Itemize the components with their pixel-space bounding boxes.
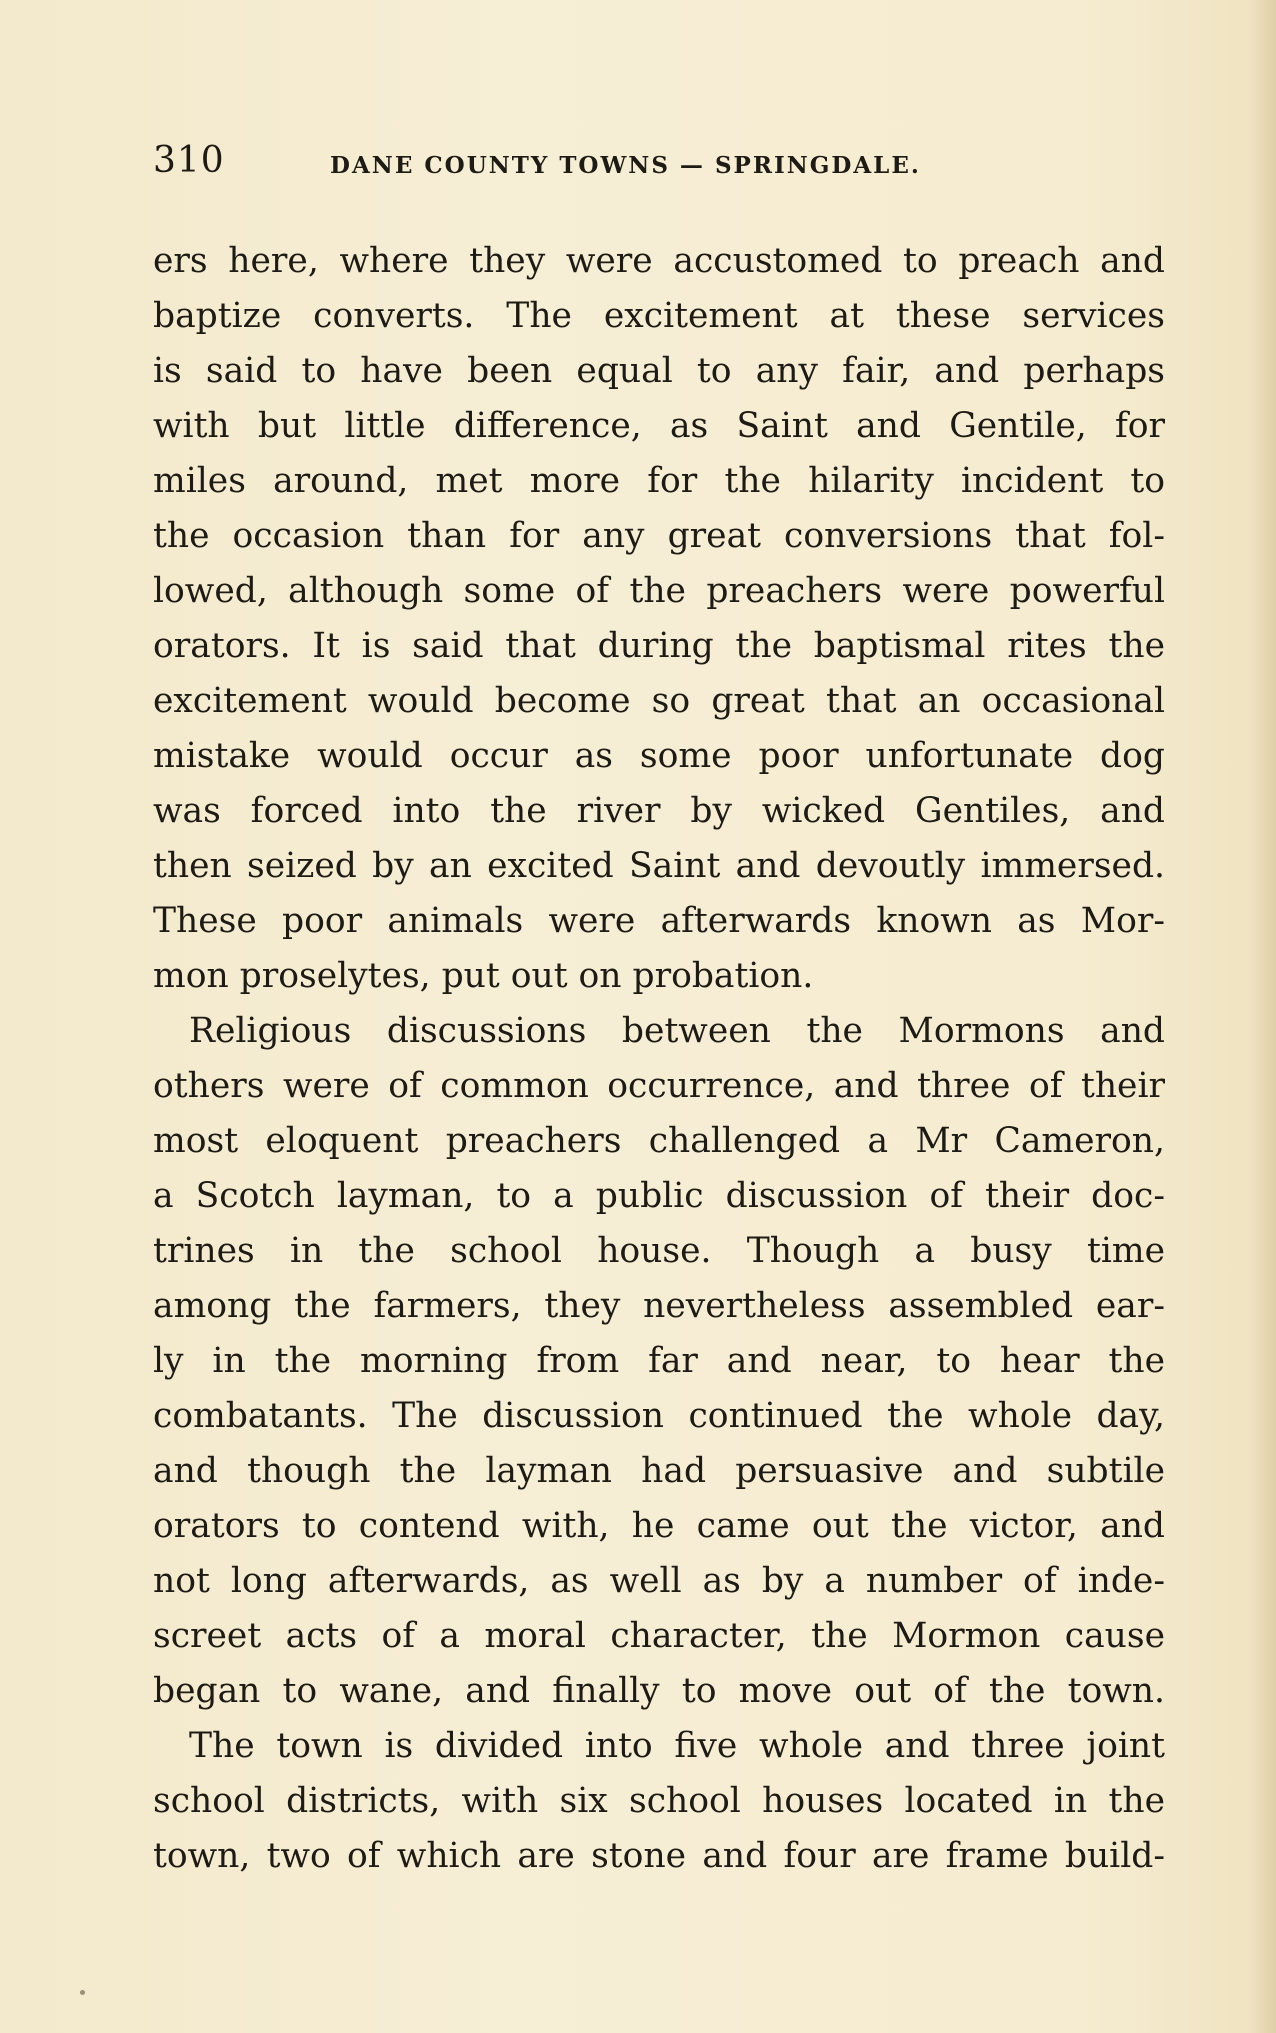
text-line: and though the layman had persuasive and subtile: [153, 1451, 1165, 1491]
text-line: with but little difference, as Saint and Gentile, for: [153, 406, 1165, 446]
text-line: baptize converts. The excitement at these services: [153, 296, 1165, 336]
text-line: most eloquent preachers challenged a Mr Cameron,: [153, 1121, 1165, 1161]
text-line: These poor animals were afterwards known as Mor-: [153, 901, 1165, 941]
text-line: among the farmers, they nevertheless assembled ear-: [153, 1286, 1165, 1326]
text-line: trines in the school house. Though a busy time: [153, 1231, 1165, 1271]
text-line: others were of common occurrence, and three of their: [153, 1066, 1165, 1106]
text-line: combatants. The discussion continued the whole day,: [153, 1396, 1165, 1436]
text-line: town, two of which are stone and four are frame build-: [153, 1836, 1165, 1876]
text-line: lowed, although some of the preachers were powerful: [153, 571, 1165, 611]
text-line: a Scotch layman, to a public discussion of their doc-: [153, 1176, 1165, 1216]
text-line: miles around, met more for the hilarity incident to: [153, 461, 1165, 501]
text-line: mistake would occur as some poor unfortunate dog: [153, 736, 1165, 776]
page-header: [153, 140, 1153, 196]
paragraph-end-line: began to wane, and finally to move out of the town.: [153, 1671, 1165, 1711]
text-line: school districts, with six school houses located in the: [153, 1781, 1165, 1821]
text-line: ly in the morning from far and near, to hear the: [153, 1341, 1165, 1381]
paper-speck: [80, 1990, 85, 1995]
body-text: [153, 234, 1165, 1884]
text-line: orators. It is said that during the baptismal rites the: [153, 626, 1165, 666]
text-line: is said to have been equal to any fair, and perhaps: [153, 351, 1165, 391]
page-number: 310: [153, 140, 225, 181]
page-edge-shadow: [1248, 0, 1276, 2033]
running-head: DANE COUNTY TOWNS — SPRINGDALE.: [330, 152, 921, 179]
text-line: excitement would become so great that an occasional: [153, 681, 1165, 721]
text-line: screet acts of a moral character, the Mormon cause: [153, 1616, 1165, 1656]
text-line: not long afterwards, as well as by a number of inde-: [153, 1561, 1165, 1601]
text-line: orators to contend with, he came out the victor, and: [153, 1506, 1165, 1546]
paragraph-start-line: Religious discussions between the Mormons and: [189, 1011, 1165, 1051]
paragraph-end-line: mon proselytes, put out on probation.: [153, 956, 814, 996]
text-line: was forced into the river by wicked Gentiles, and: [153, 791, 1165, 831]
text-line: then seized by an excited Saint and devoutly immersed.: [153, 846, 1165, 886]
text-line: ers here, where they were accustomed to preach and: [153, 241, 1165, 281]
text-line: the occasion than for any great conversions that fol-: [153, 516, 1165, 556]
paragraph-start-line: The town is divided into five whole and three joint: [189, 1726, 1165, 1766]
